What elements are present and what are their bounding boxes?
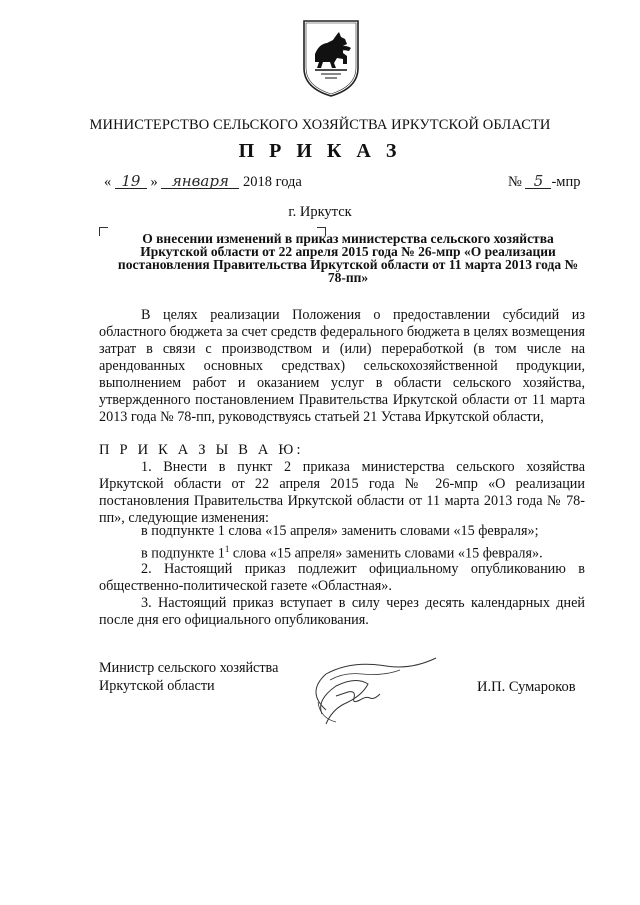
- subitem-1-1-before: в подпункте 1: [141, 545, 225, 562]
- date-month-handwritten: января: [161, 174, 239, 189]
- subitem-1-1: [99, 541, 585, 563]
- signatory-position: [99, 659, 278, 695]
- handwritten-signature: [296, 652, 446, 732]
- number-sign: №: [508, 174, 522, 190]
- number-suffix: -мпр: [551, 174, 581, 190]
- city: г. Иркутск: [288, 204, 352, 220]
- document-type: П Р И К А З: [238, 140, 402, 162]
- number-value-handwritten: 5: [525, 174, 551, 189]
- subitem-1-1-after: слова «15 апреля» заменить словами «15 февраля».: [229, 545, 543, 562]
- signatory-name: И.П. Сумароков: [477, 679, 576, 695]
- subitem-1: в подпункте 1 слова «15 апреля» заменить словами «15 февраля»;: [141, 523, 539, 539]
- preamble-paragraph: В целях реализации Положения о предоставлении субсидий из областного бюджета за счет средств федерального бюджета в целях возмещения затрат в связи с производством и (или) переработкой (в том числе на арендованных основных средствах) сельскохозяйственной продукции, выполнением работ и оказанием услуг в области сельского хозяйства, утвержденного постановлением Правительства Иркутской области от 11 марта 2013 года № 78-пп, руководствуясь статьей 21 Устава Иркутской области,: [99, 307, 585, 425]
- date-open-quote: «: [104, 174, 112, 190]
- coat-of-arms-icon: [301, 18, 361, 98]
- item-1-paragraph: 1. Внести в пункт 2 приказа министерства сельского хозяйства Иркутской области от 22 апреля 2015 года № 26-мпр «О реализации постановления Правительства Иркутской области от 11 марта 2013 года № 78-пп», следующие изменения:: [99, 459, 585, 526]
- position-line-1: Министр сельского хозяйства: [99, 660, 279, 676]
- item-3-paragraph: 3. Настоящий приказ вступает в силу через десять календарных дней после дня его официального опубликования.: [99, 595, 585, 628]
- position-line-2: Иркутской области: [99, 678, 215, 694]
- date-year: 2018 года: [243, 174, 302, 190]
- date-close-quote: »: [150, 174, 158, 190]
- subitem-1-1-superscript: 1: [224, 544, 230, 554]
- title-corner-left: [99, 227, 108, 236]
- order-number: [508, 174, 580, 191]
- date-day-handwritten: 19: [115, 174, 147, 189]
- document-title: О внесении изменений в приказ министерства сельского хозяйства Иркутской области от 22 апреля 2015 года № 26-мпр «О реализации постановления Правительства Иркутской области от 11 марта 2013 года № 78-пп»: [117, 231, 579, 285]
- order-date: [104, 174, 302, 191]
- order-word: П Р И К А З Ы В А Ю:: [99, 442, 304, 458]
- item-2-paragraph: 2. Настоящий приказ подлежит официальному опубликованию в общественно-политической газете «Областная».: [99, 561, 585, 594]
- ministry-name: МИНИСТЕРСТВО СЕЛЬСКОГО ХОЗЯЙСТВА ИРКУТСКОЙ ОБЛАСТИ: [89, 117, 551, 133]
